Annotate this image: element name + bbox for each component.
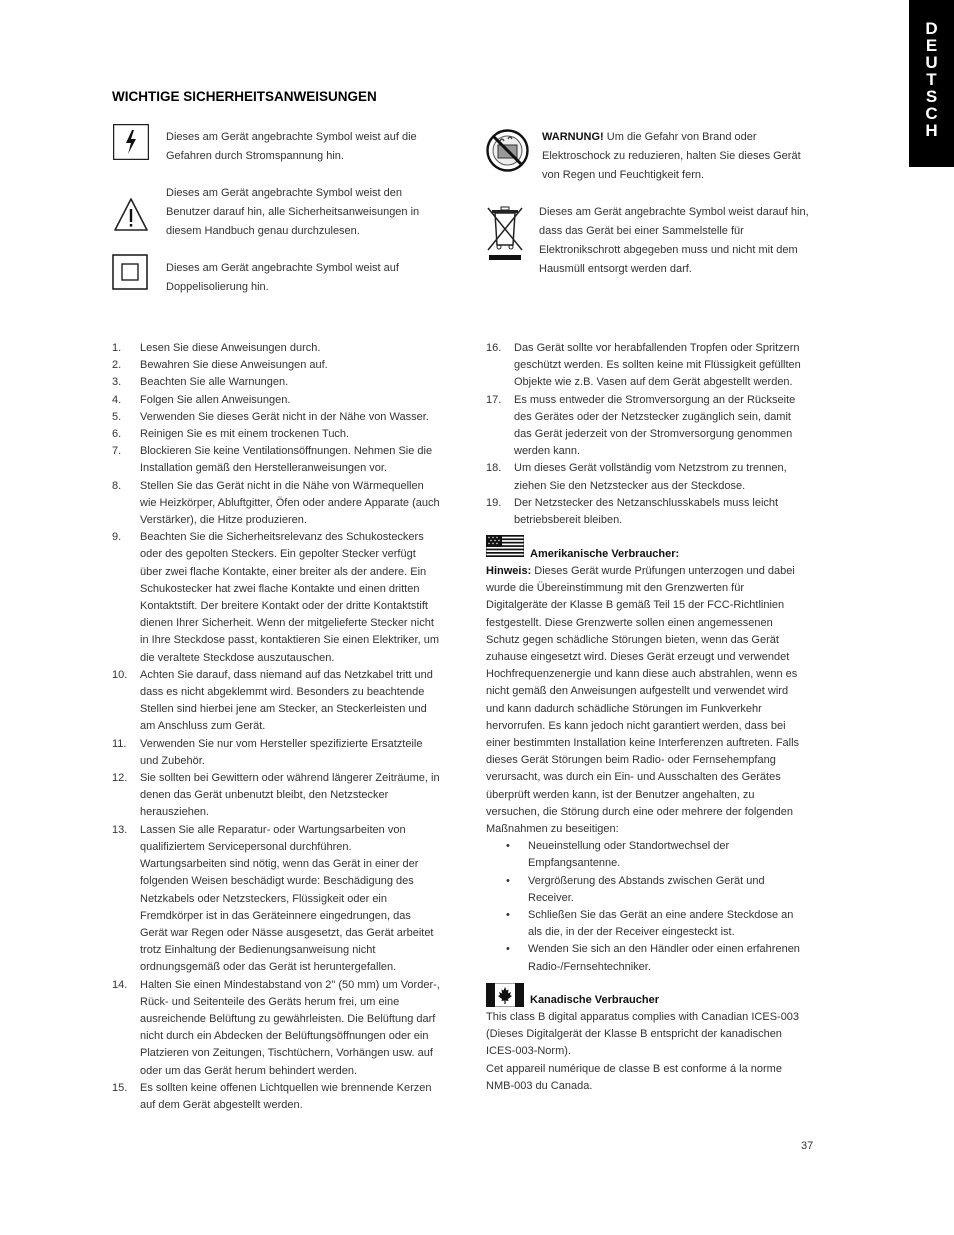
double-insulation-icon [112, 254, 148, 290]
safety-list-left [112, 340, 440, 1114]
weee-bin-icon [486, 205, 524, 263]
list-item: 17. Es muss entweder die Stromversorgung an der Rückseite des Gerätes oder der Netzstecker zugänglich sein, damit das Gerät jederzeit von der Stromversorgung genommen werden kann. [486, 393, 796, 458]
list-item: 14. Halten Sie einen Mindestabstand von 2" (50 mm) um Vorder-, Rück- und Seitenteile des Geräts herum frei, um eine ausreichende Belüftung zu gewährleisten. Die Belüftung darf nicht durch ein Abdecken der Belüftungsöffnungen oder ein Platzieren von Zeitungen, Tischtüchern, Vorhängen usw. auf oder um das Gerät herum behindert werden. [112, 978, 440, 1077]
list-item: • Schließen Sie das Gerät an eine andere Steckdose an als die, in der der Receiver eingesteckt ist. [506, 909, 794, 939]
list-item: • Wenden Sie sich an den Händler oder einen erfahrenen Radio-/Fernsehtechniker. [506, 943, 800, 973]
note-label: Hinweis: [486, 565, 532, 577]
canada-flag-icon [486, 983, 524, 1007]
list-item: 5. Verwenden Sie dieses Gerät nicht in der Nähe von Wasser. [112, 410, 429, 423]
list-item: 7. Blockieren Sie keine Ventilationsöffnungen. Nehmen Sie die Installation gemäß den Herstelleranweisungen vor. [112, 445, 433, 475]
list-item: 3. Beachten Sie alle Warnungen. [112, 376, 289, 389]
ca-heading: Kanadische Verbraucher [530, 994, 660, 1006]
safety-list-right [486, 340, 810, 529]
tab-letter: H [925, 121, 938, 140]
list-item: 2. Bewahren Sie diese Anweisungen auf. [112, 359, 328, 372]
list-item: • Vergrößerung des Abstands zwischen Gerät und Receiver. [506, 874, 765, 904]
list-item: 12. Sie sollten bei Gewittern oder während längerer Zeiträume, in denen das Gerät unbenutzt bleibt, den Netzstecker herausziehen. [112, 772, 440, 819]
tab-letter: T [926, 70, 937, 89]
lightning-warning-icon [113, 124, 149, 160]
warning-body: Um die Gefahr von Brand oder Elektroschock zu reduzieren, halten Sie dieses Gerät von Regen und Feuchtigkeit fern. [542, 131, 801, 181]
warning-label: WARNUNG! [542, 131, 604, 143]
no-water-icon [486, 129, 529, 172]
ca-statement-fr: Cet appareil numérique de classe B est conforme á la norme NMB-003 du Canada. [486, 1063, 782, 1093]
list-item: 16. Das Gerät sollte vor herabfallenden Tropfen oder Spritzern geschützt werden. Es sollten keine mit Flüssigkeit gefüllten Objekte wie z.B. Vasen auf dem Gerät abgestellt werden. [486, 342, 801, 389]
ca-statement-en: This class B digital apparatus complies with Canadian ICES-003 (Dieses Digitalgerät der Klasse B entspricht der kanadischen ICES-003-Norm). [486, 1011, 800, 1058]
tab-letter: D [925, 19, 938, 38]
page-number: 37 [801, 1140, 814, 1152]
note-body: Dieses Gerät wurde Prüfungen unterzogen und dabei wurde die Übereinstimmung mit den Grenzwerten für Digitalgeräte der Klasse B gemäß Teil 15 der FCC-Richtlinien festgestellt. Diese Grenzwerte sollen einen angemessenen Schutz gegen schädliche Störungen bieten, wenn das Gerät zuhause eingesetzt wird. Dieses Gerät erzeugt und verwendet Hochfrequenzenergie und kann diese auch abstrahlen, wenn es nicht gemäß den Anweisungen aufgestellt und verwendet wird und kann dadurch schädliche Störungen im Funkverkehr hervorrufen. Es kann jedoch nicht garantiert werden, dass bei einer bestimmten Installation keine Interferenzen auftreten. Falls dieses Gerät Störungen beim Radio- oder Fernsehempfang verursacht, was durch ein Ein- und Ausschalten des Gerätes überprüft werden kann, ist der Benutzer angehalten, zu versuchen, die Störung durch eine oder mehrere der folgenden Maßnahmen zu beseitigen: [486, 565, 800, 836]
list-item: 4. Folgen Sie allen Anweisungen. [112, 393, 291, 406]
warning-text [542, 128, 812, 185]
tab-letter: S [925, 87, 938, 106]
tab-letter: C [925, 104, 938, 123]
list-item: 9. Beachten Sie die Sicherheitsrelevanz des Schukosteckers oder des gepolten Steckers. Ein gepolter Stecker verfügt über zwei flache Kontakte, einer breiter als der andere. Ein Schukostecker hat zwei flache Kontakte und einen dritten Kontaktstift. Der breitere Kontakt oder der dritte Kontaktstift dienen Ihrer Sicherheit. Wenn der mitgelieferte Stecker nicht in Ihre Steckdose passt, kontaktieren Sie einen Elektriker, um die veraltete Steckdose auszutauschen. [112, 531, 439, 664]
list-item: • Neueinstellung oder Standortwechsel der Empfangsantenne. [506, 840, 730, 870]
tab-letter: U [925, 53, 938, 72]
double-insulation-symbol-text: Dieses am Gerät angebrachte Symbol weist auf Doppelisolierung hin. [166, 262, 399, 293]
list-item: 13. Lassen Sie alle Reparatur- oder Wartungsarbeiten von qualifiziertem Servicepersonal durchführen. Wartungsarbeiten sind nötig, wenn das Gerät in einer der folgenden Weisen beschädigt wurde: Beschädigung des Netzkabels oder Netzsteckers, Flüssigkeit oder ein Fremdkörper ist in das Geräteinnere eingedrungen, das Gerät war Regen oder Nässe ausgesetzt, das Gerät arbeitet trotz Einhaltung der Bedienungsanweisung nicht ordnungsgemäß oder das Gerät ist heruntergefallen. [112, 823, 434, 974]
list-item: 11. Verwenden Sie nur vom Hersteller spezifizierte Ersatzteile und Zubehör. [112, 737, 423, 767]
us-heading: Amerikanische Verbraucher: [530, 548, 680, 560]
page-title: WICHTIGE SICHERHEITSANWEISUNGEN [112, 89, 377, 104]
weee-symbol-text: Dieses am Gerät angebrachte Symbol weist darauf hin, dass das Gerät bei einer Sammelstelle für Elektronikschrott abgegeben muss und nicht mit dem Hausmüll entsorgt werden darf. [539, 206, 809, 275]
tab-letter: E [925, 36, 938, 55]
list-item: 1. Lesen Sie diese Anweisungen durch. [112, 342, 321, 354]
us-notice [486, 563, 808, 976]
list-item: 15. Es sollten keine offenen Lichtquellen wie brennende Kerzen auf dem Gerät abgestellt werden. [112, 1081, 432, 1111]
list-item: 6. Reinigen Sie es mit einem trockenen Tuch. [112, 428, 350, 441]
exclamation-symbol-text: Dieses am Gerät angebrachte Symbol weist den Benutzer darauf hin, alle Sicherheitsanweisungen in diesem Handbuch genau durchzulesen. [166, 187, 420, 237]
exclamation-warning-icon [113, 197, 149, 233]
list-item: 10. Achten Sie darauf, dass niemand auf das Netzkabel tritt und dass es nicht abgeklemmt wird. Besonders zu beachtende Stellen sind hierbei jene am Stecker, an Steckerleisten und am Anschluss zum Gerät. [112, 668, 433, 733]
language-tab [909, 0, 954, 167]
us-flag-icon [486, 535, 524, 557]
list-item: 8. Stellen Sie das Gerät nicht in die Nähe von Wärmequellen wie Heizkörper, Abluftgitter, Öfen oder andere Apparate (auch Verstärker), die Hitze produzieren. [112, 479, 440, 527]
lightning-symbol-text: Dieses am Gerät angebrachte Symbol weist auf die Gefahren durch Stromspannung hin. [166, 131, 417, 162]
list-item: 19. Der Netzstecker des Netzanschlusskabels muss leicht betriebsbereit bleiben. [486, 496, 779, 527]
list-item: 18. Um dieses Gerät vollständig vom Netzstrom zu trennen, ziehen Sie den Netzstecker aus der Steckdose. [486, 462, 787, 492]
remedy-list [486, 838, 808, 976]
